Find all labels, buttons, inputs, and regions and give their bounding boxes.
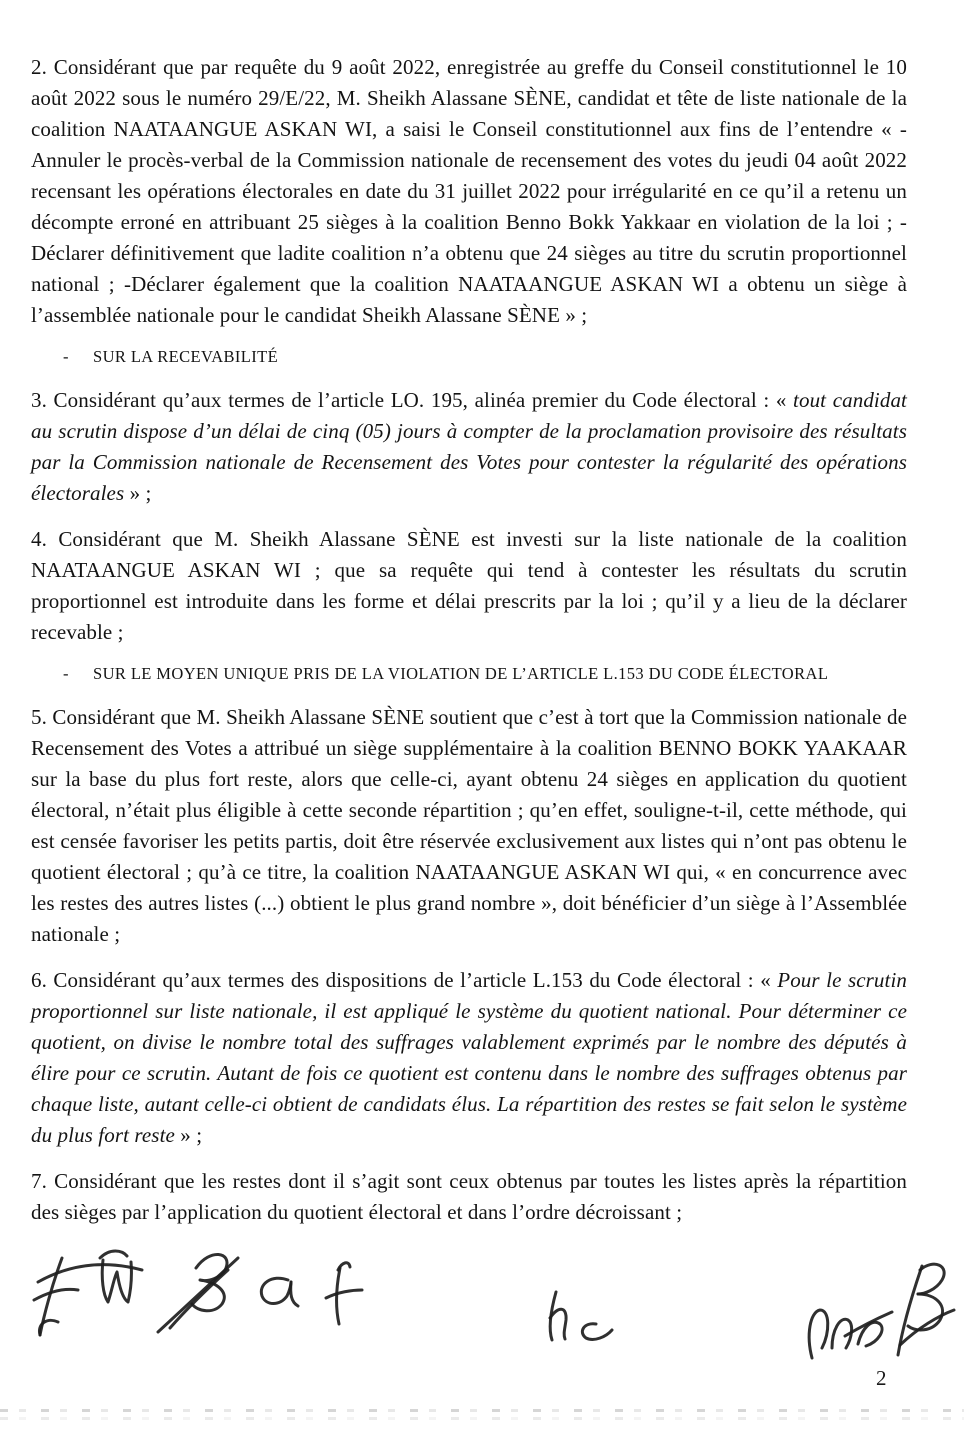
- paragraph-7: 7. Considérant que les restes dont il s’agit sont ceux obtenus par toutes les listes après la répartition des sièges par l’application du quotient électoral et dans l’ordre décroissant ;: [31, 1169, 907, 1224]
- handwritten-initials-left-2: [100, 1251, 131, 1302]
- handwritten-initials-left-3: [158, 1254, 238, 1332]
- handwritten-initials-left-5: [326, 1263, 362, 1324]
- paragraph-3-tail: » ;: [124, 481, 152, 505]
- scan-artifact-line: [0, 1409, 964, 1412]
- paragraph-6-lead: 6. Considérant qu’aux termes des dispositions de l’article L.153 du Code électoral : «: [31, 968, 778, 992]
- paragraph-6-tail: » ;: [174, 1123, 203, 1147]
- handwritten-initials-left-1: [34, 1258, 142, 1335]
- heading-label-moyen-unique: SUR LE MOYEN UNIQUE PRIS DE LA VIOLATION DE L’ARTICLE L.153 DU CODE ÉLECTORAL: [93, 664, 829, 683]
- document-body: [31, 52, 907, 1243]
- section-heading-moyen-unique: [63, 663, 907, 685]
- handwritten-initials-right-2: [898, 1264, 954, 1355]
- handwritten-initials-left-4: [261, 1278, 298, 1306]
- heading-label-recevabilite: SUR LA RECEVABILITÉ: [93, 347, 279, 366]
- paragraph-5: 5. Considérant que M. Sheikh Alassane SÈNE soutient que c’est à tort que la Commission nationale de Recensement des Votes a attribué un siège supplémentaire à la coalition BENNO BOKK YAAKAAR sur la base du plus fort reste, alors que celle-ci, ayant obtenu 24 sièges en application du quotient électoral, n’était plus éligible à cette seconde répartition ; qu’en effet, souligne-t-il, cette méthode, qui est censée favoriser les petits partis, doit être réservée exclusivement aux listes qui n’ont pas obtenu le quotient électoral ; qu’à ce titre, la coalition NAATAANGUE ASKAN WI qui, « en concurrence avec les restes des autres listes (...) obtient le plus grand nombre », doit bénéficier d’un siège à l’Assemblée nationale ;: [31, 705, 907, 946]
- paragraph-4: 4. Considérant que M. Sheikh Alassane SÈNE est investi sur la liste nationale de la coalition NAATAANGUE ASKAN WI ; que sa requête qui tend à contester les résultats du scrutin proportionnel est introduite dans les forme et délai prescrits par la loi ; qu’il y a lieu de la déclarer recevable ;: [31, 527, 907, 644]
- paragraph-2: 2. Considérant que par requête du 9 août 2022, enregistrée au greffe du Conseil constitutionnel le 10 août 2022 sous le numéro 29/E/22, M. Sheikh Alassane SÈNE, candidat et tête de liste nationale de la coalition NAATAANGUE ASKAN WI, a saisi le Conseil constitutionnel aux fins de l’entendre « -Annuler le procès-verbal de la Commission nationale de recensement des votes du jeudi 04 août 2022 recensant les opérations électorales en date du 31 juillet 2022 pour irrégularité en ce qu’il a retenu un décompte erroné en attribuant 25 sièges à la coalition Benno Bokk Yakkaar en violation de la loi ; -Déclarer définitivement que ladite coalition n’a obtenu que 24 sièges au titre du scrutin proportionnel national ; -Déclarer également que la coalition NAATAANGUE ASKAN WI a obtenu un siège à l’assemblée nationale pour le candidat Sheikh Alassane SÈNE » ;: [31, 55, 907, 327]
- handwritten-initials-right-1: [809, 1310, 892, 1358]
- page-number: 2: [876, 1366, 887, 1390]
- heading-dash: -: [63, 664, 69, 683]
- heading-dash: -: [63, 347, 69, 366]
- paragraph-3-quote: tout candidat au scrutin dispose d’un délai de cinq (05) jours à compter de la proclamation provisoire des résultats par la Commission nationale de Recensement des Votes pour contester la régularité des opérations électorales: [31, 388, 907, 505]
- paragraph-3-lead: 3. Considérant qu’aux termes de l’article LO. 195, alinéa premier du Code électoral : «: [31, 388, 794, 412]
- handwritten-signatures-layer: [0, 1240, 964, 1380]
- paragraph-6-quote: Pour le scrutin proportionnel sur liste nationale, il est appliqué le système du quotient national. Pour déterminer ce quotient, on divise le nombre total des suffrages valablement exprimés par le nombre des députés à élire pour ce scrutin. Autant de fois ce quotient est contenu dans le nombre des suffrages obtenus par chaque liste, autant celle-ci obtient de candidats élus. La répartition des restes se fait selon le système du plus fort reste: [31, 968, 907, 1147]
- scan-artifact-line: [0, 1417, 964, 1420]
- section-heading-recevabilite: [63, 346, 907, 368]
- paragraph-6: [31, 965, 907, 1151]
- paragraph-3: [31, 385, 907, 509]
- handwritten-initials-center: [550, 1292, 612, 1340]
